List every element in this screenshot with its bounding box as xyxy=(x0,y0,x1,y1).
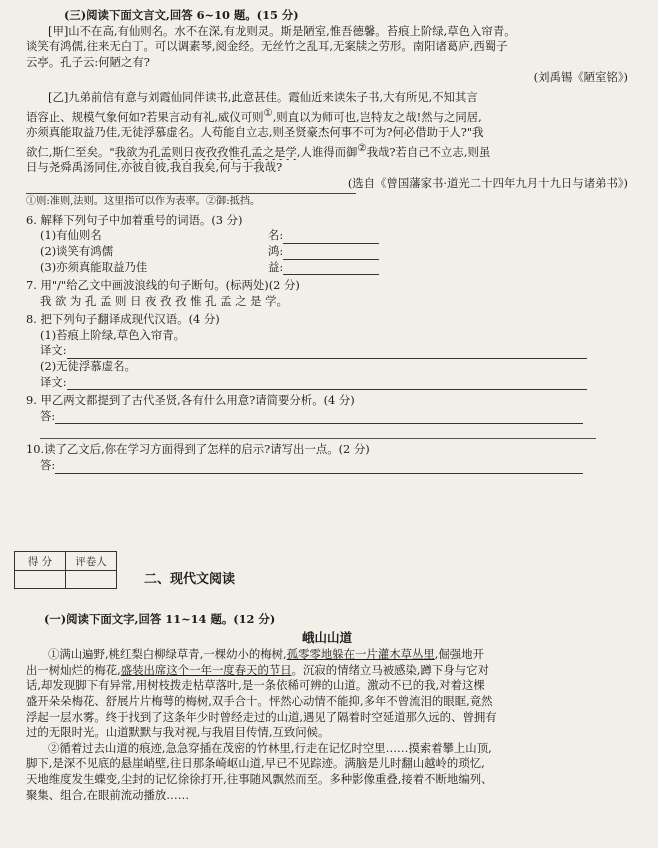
yi-text: 语容止、规模气象何如?若果言动有礼,威仪可则 xyxy=(26,109,264,124)
article-text: ,倔强地开 xyxy=(434,647,484,662)
grader-header: 评卷人 xyxy=(66,552,117,571)
q6-key: 益: xyxy=(268,259,284,274)
article-line: 浮起一层水雾。终于找到了这条年少时曾经走过的山道,遇见了隔着时空延道那久远的、曾拥有 xyxy=(26,709,497,724)
modern-reading xyxy=(26,612,628,803)
text-yi xyxy=(26,90,628,191)
yi-line: [乙]九弟前信有意与刘霞仙同伴读书,此意甚佳。霞仙近来读朱子书,大有所见,不知其言 xyxy=(48,89,478,104)
yi-text: ,则直以为师可也,岂特友之哉!然与之同居, xyxy=(272,109,482,124)
article-line xyxy=(26,647,628,663)
answer-blank[interactable] xyxy=(283,262,379,275)
score-cell[interactable] xyxy=(15,571,66,589)
article-line: 话,却发现脚下有异常,用树枝拨走枯草落叶,是一条依稀可辨的山道。激动不已的我,对着这棵 xyxy=(26,678,485,693)
translation-label: 译文: xyxy=(40,343,67,358)
answer-label: 答: xyxy=(40,408,56,423)
q6-key: 名: xyxy=(268,228,284,243)
q6-item xyxy=(26,244,628,260)
answer-row xyxy=(26,409,628,425)
article-line: 聚集、组合,在眼前流动播放…… xyxy=(26,787,190,802)
article-line: 盛开朵朵梅花、舒展片片梅萼的梅树,双手合十。怦然心动情不能抑,多年不曾流泪的眼眶,竟然 xyxy=(26,693,493,708)
wavy-underlined-sentence: 我欲为孔孟则日夜孜孜惟孔孟之是学 xyxy=(114,144,297,159)
jia-line: 谈笑有鸿儒,往来无白丁。可以调素琴,阅金经。无丝竹之乱耳,无案牍之劳形。南阳诸葛庐,西蜀子 xyxy=(26,39,508,54)
article-text: 。沉寂的情绪立马被感染,蹲下身与它对 xyxy=(291,662,489,677)
jia-line: 云亭。孔子云:何陋之有? xyxy=(26,54,150,69)
article-line xyxy=(26,663,628,679)
question-7: 7. 用"/"给乙文中画波浪线的句子断句。(标两处)(2 分) xyxy=(26,278,300,293)
translation-label: 译文: xyxy=(40,374,67,389)
question-9: 9. 甲乙两文都提到了古代圣贤,各有什么用意?请简要分析。(4 分) xyxy=(26,393,355,408)
note-marker: ① xyxy=(263,107,273,119)
section2-title: 二、现代文阅读 xyxy=(144,572,236,587)
note-marker: ② xyxy=(357,142,367,154)
article-text: ①满山遍野,桃红梨白柳绿草青,一棵幼小的梅树, xyxy=(48,647,287,662)
article-line: 过的无限时光。山道默默与我对视,与我眉目传情,互致问候。 xyxy=(26,725,330,740)
answer-blank[interactable] xyxy=(283,231,379,244)
article-line: 脚下,是深不见底的悬崖峭壁,往日那条崎岖山道,早已不见踪迹。满脑是儿时翻山越岭的琐忆, xyxy=(26,756,485,771)
jia-source: (刘禹锡《陋室铭》) xyxy=(533,70,628,85)
jia-line: [甲]山不在高,有仙则名。水不在深,有龙则灵。斯是陋室,惟吾德馨。苔痕上阶绿,草色入帘青。 xyxy=(48,23,516,38)
section3-header: (三)阅读下面文言文,回答 6~10 题。(15 分) xyxy=(64,8,299,22)
q8-item-1: (1)苔痕上阶绿,草色入帘青。 xyxy=(40,327,186,342)
footnotes: ①则:准则,法则。这里指可以作为表率。②御:抵挡。 xyxy=(26,196,261,208)
answer-blank[interactable] xyxy=(55,461,583,474)
translation-blank[interactable] xyxy=(67,377,587,390)
question-8: 8. 把下列句子翻译成现代汉语。(4 分) xyxy=(26,312,220,327)
question-10: 10.读了乙文后,你在学习方面得到了怎样的启示?请写出一点。(2 分) xyxy=(26,442,370,457)
article-line: 天地维度发生蝶变,尘封的记忆徐徐打开,往事随风飘然而至。多种影像重叠,接着不断地编列、 xyxy=(26,771,493,786)
yi-line xyxy=(26,141,628,160)
answer-blank[interactable] xyxy=(55,411,583,424)
yi-line: 亦须真能取益乃佳,无徒浮慕虚名。人苟能自立志,则圣贤豪杰何事不可为?何必借助于人?"我 xyxy=(26,124,484,139)
yi-text: 我哉?若自己不立志,则虽 xyxy=(366,144,491,159)
yi-text: ,人谁得而御 xyxy=(296,144,358,159)
article-text: 出一树灿烂的梅花, xyxy=(26,662,121,677)
article-line: ②循着过去山道的痕迹,急急穿插在茂密的竹林里,行走在记忆时空里……摸索着攀上山顶, xyxy=(48,740,492,755)
score-table xyxy=(14,551,117,589)
answer-line[interactable] xyxy=(40,424,596,439)
score-header: 得 分 xyxy=(15,552,66,571)
translation-row xyxy=(26,343,628,359)
article-title: 峨山山道 xyxy=(301,629,352,645)
grader-cell[interactable] xyxy=(66,571,117,589)
answer-blank[interactable] xyxy=(283,247,379,260)
yi-text: 欲仁,斯仁至矣。" xyxy=(26,144,115,159)
q6-item xyxy=(26,260,628,276)
translation-blank[interactable] xyxy=(67,346,587,359)
translation-row xyxy=(26,375,628,391)
underlined-phrase: 盛装出席这个一年一度春天的节日 xyxy=(120,662,292,677)
text-jia xyxy=(26,24,628,86)
sub1-header: (一)阅读下面文字,回答 11~14 题。(12 分) xyxy=(44,612,276,626)
yi-line: 日与尧舜禹汤同住,亦彼自彼,我自我矣,何与于我哉? xyxy=(26,159,283,174)
question-6: 6. 解释下列句子中加着重号的词语。(3 分) xyxy=(26,212,243,227)
q8-item-2: (2)无徒浮慕虚名。 xyxy=(40,359,136,374)
yi-line xyxy=(26,106,628,125)
yi-source: (选自《曾国藩家书·道光二十四年九月十九日与诸弟书》) xyxy=(347,175,628,190)
q6-key: 鸿: xyxy=(268,243,284,258)
underlined-phrase: 孤零零地躲在一片灌木草丛里 xyxy=(286,647,435,662)
answer-label: 答: xyxy=(40,458,56,473)
q6-sentence: (1)有仙则名 xyxy=(40,228,102,243)
q6-item xyxy=(26,228,628,244)
answer-row xyxy=(26,458,628,474)
q6-sentence: (2)谈笑有鸿儒 xyxy=(40,243,114,258)
q6-sentence: (3)亦须真能取益乃佳 xyxy=(40,259,148,274)
q7-sentence: 我 欲 为 孔 孟 则 日 夜 孜 孜 惟 孔 孟 之 是 学。 xyxy=(40,293,288,308)
